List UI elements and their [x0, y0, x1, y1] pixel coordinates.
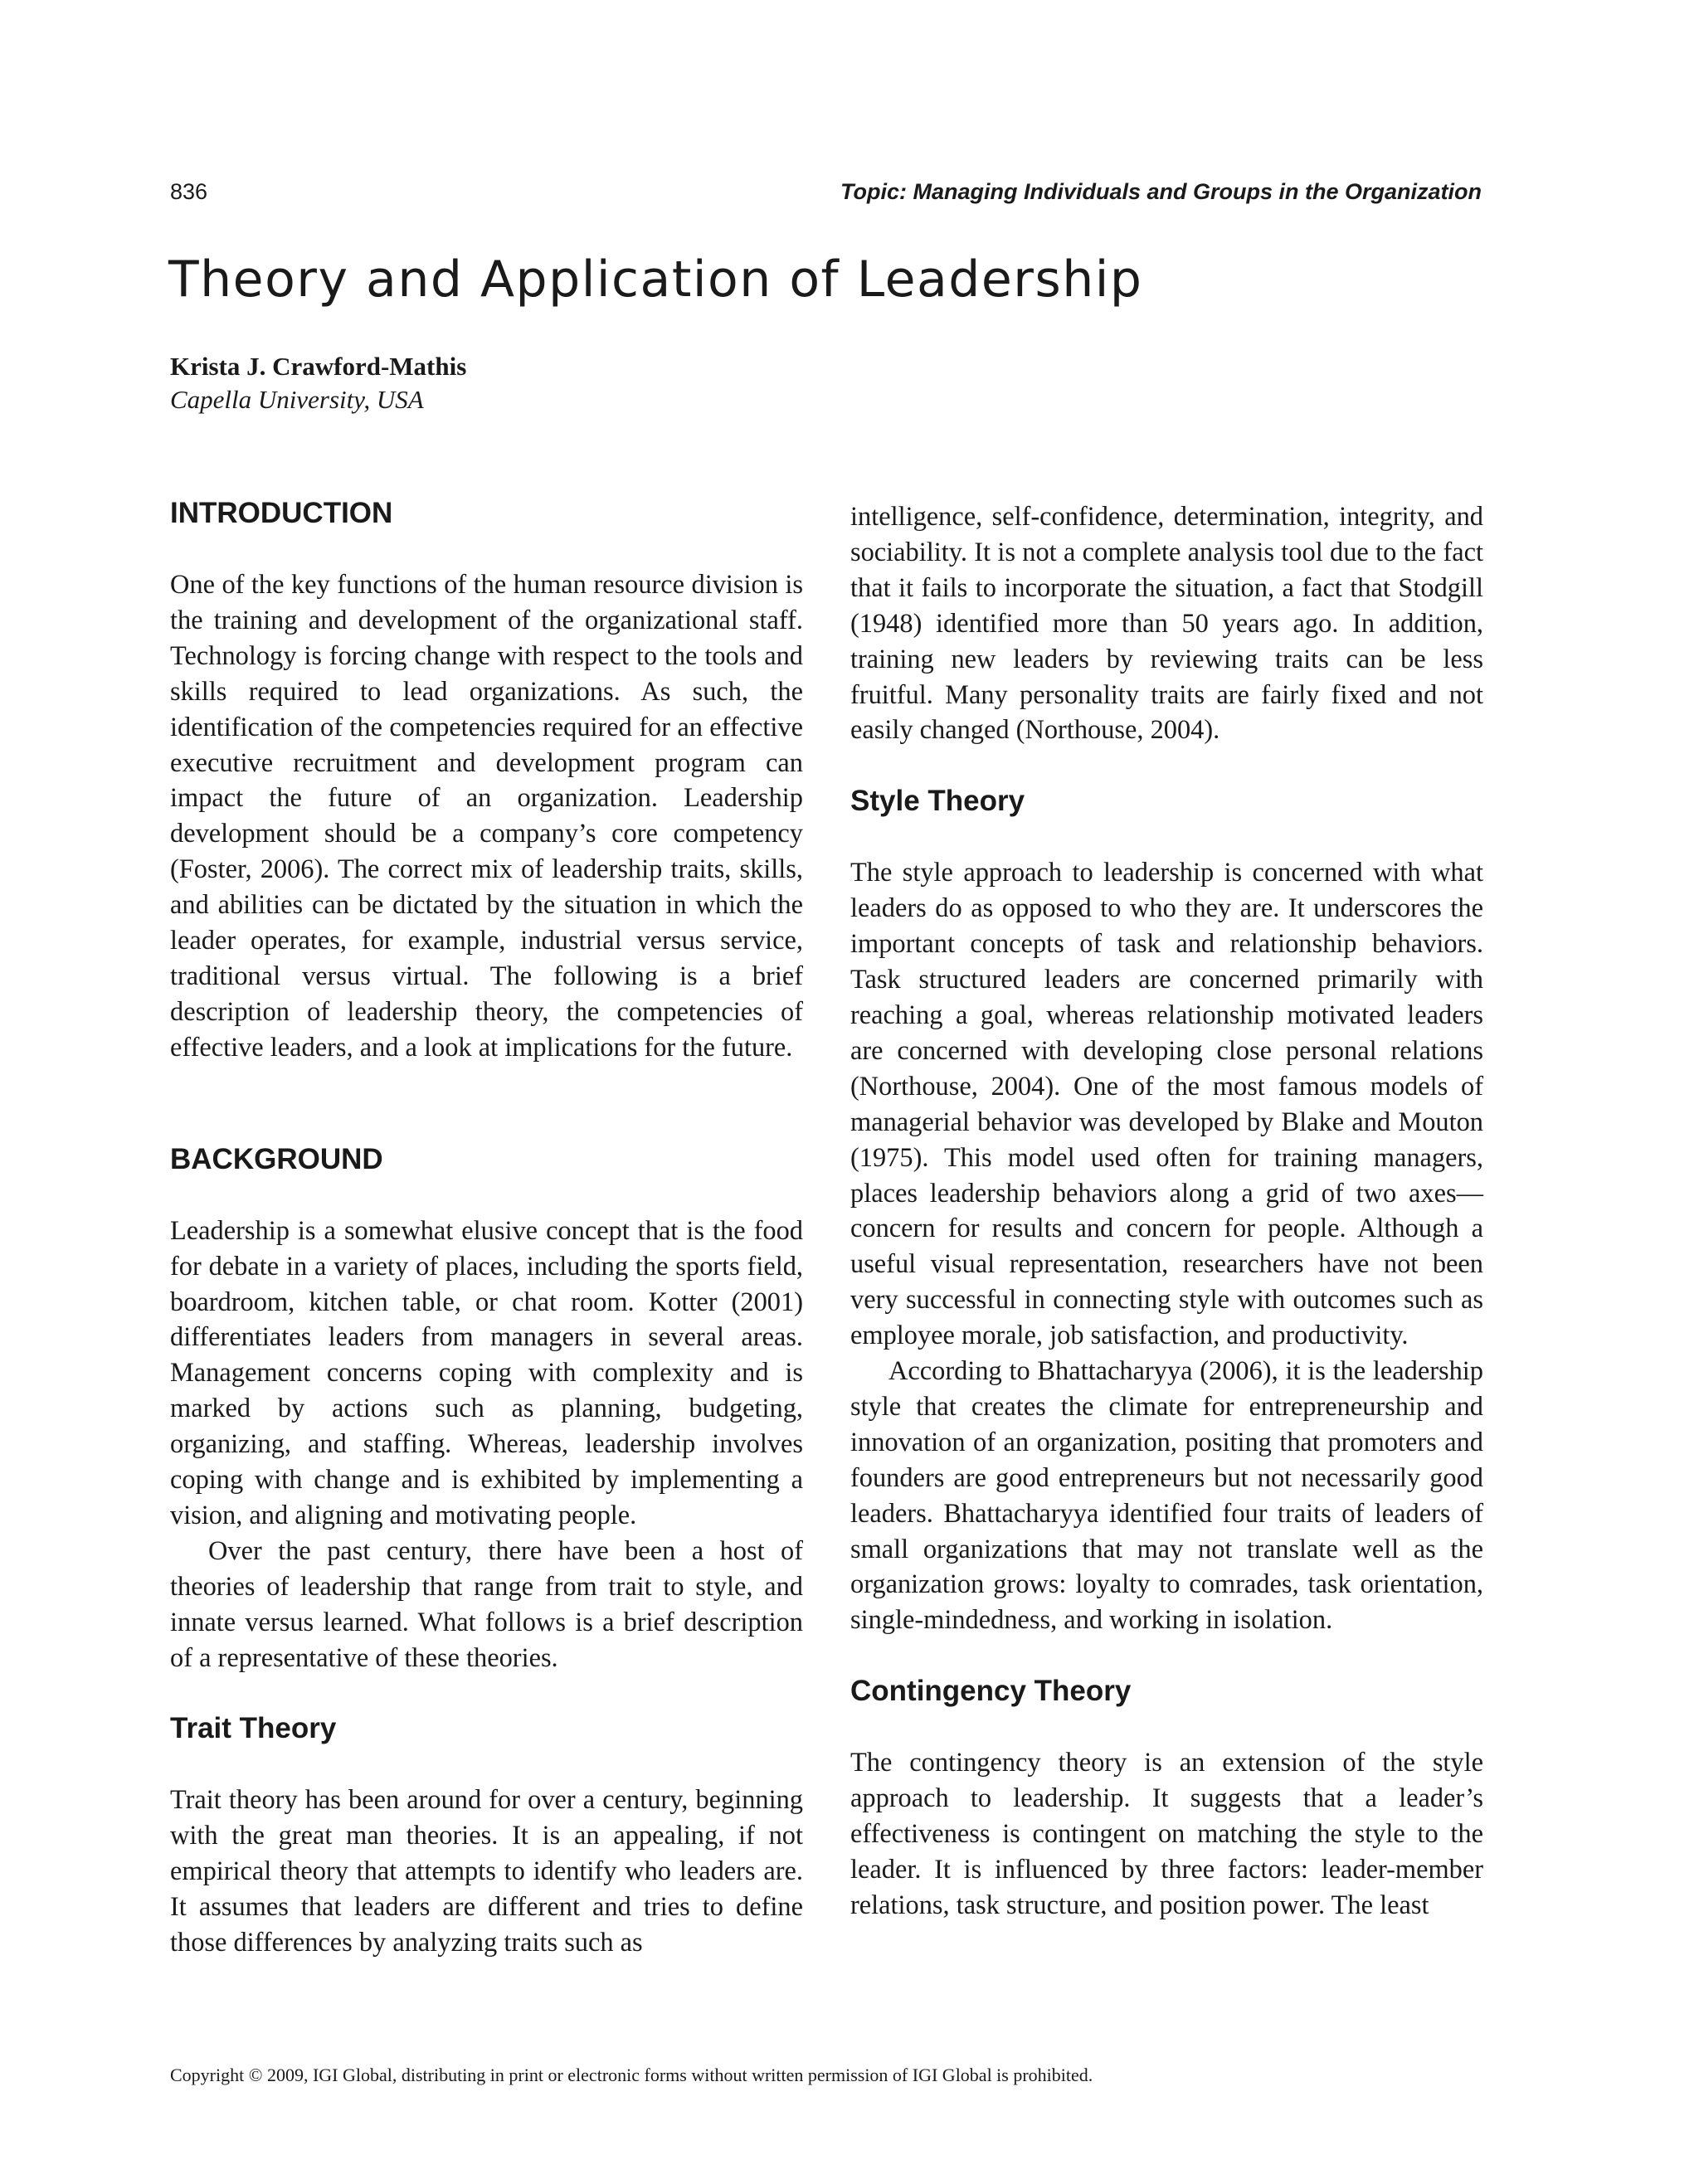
- background-paragraph-2: Over the past century, there have been a host of theories of leadership that range from trait to style, and innate versus learned. What follows is a brief description of a representative of these theories.: [170, 1535, 803, 1673]
- trait-theory-heading: Trait Theory: [170, 1712, 337, 1745]
- right-column: [850, 499, 1483, 1924]
- introduction-paragraph: One of the key functions of the human resource division is the training and development of the organizational staff. Technology is forcing change with respect to the tools and skills required to lead organizations. As such, the identification of the competencies required for an effective executive recruitment and development program can impact the future of an organization. Leadership development should be a company’s core competency (Foster, 2006). The correct mix of leadership traits, skills, and abilities can be dictated by the situation in which the leader operates, for example, industrial versus service, traditional versus virtual. The following is a brief description of leadership theory, the competencies of effective leaders, and a look at implications for the future.: [170, 570, 803, 1063]
- style-theory-paragraph-1: The style approach to leadership is concerned with what leaders do as opposed to who they are. It underscores the important concepts of task and relationship behaviors. Task structured leaders are concerned primarily with reaching a goal, whereas relationship motivated leaders are concerned with developing close personal relations (Northouse, 2004). One of the most famous models of managerial behavior was developed by Blake and Mouton (1975). This model used often for training managers, places leadership behaviors along a grid of two axes—concern for results and concern for people. Although a useful visual representation, researchers have not been very successful in connecting style with outcomes such as employee morale, job satisfaction, and productivity.: [850, 858, 1483, 1351]
- style-theory-heading: Style Theory: [850, 785, 1025, 818]
- author-affiliation: Capella University, USA: [170, 385, 424, 414]
- author-name: Krista J. Crawford-Mathis: [170, 352, 467, 381]
- trait-theory-continued-paragraph: intelligence, self-confidence, determination, integrity, and sociability. It is not a complete analysis tool due to the fact that it fails to incorporate the situation, a fact that Stodgill (1948) identified more than 50 years ago. In addition, training new leaders by reviewing traits can be less fruitful. Many personality traits are fairly fixed and not easily changed (Northouse, 2004).: [850, 502, 1483, 746]
- style-theory-paragraph-2: According to Bhattacharyya (2006), it is the leadership style that creates the climate for entrepreneurship and innovation of an organization, positing that promoters and founders are good entrepreneurs but not necessarily good leaders. Bhattacharyya identified four traits of leaders of small organizations that may not translate well as the organization grows: loyalty to comrades, task orientation, single-mindedness, and working in isolation.: [850, 1356, 1483, 1636]
- background-paragraph-1: Leadership is a somewhat elusive concept that is the food for debate in a variety of places, including the sports field, boardroom, kitchen table, or chat room. Kotter (2001) differentiates leaders from managers in several areas. Management concerns coping with complexity and is marked by actions such as planning, budgeting, organizing, and staffing. Whereas, leadership involves coping with change and is exhibited by implementing a vision, and aligning and motivating people.: [170, 1215, 803, 1530]
- running-header-topic: Topic: Managing Individuals and Groups in the Organization: [840, 179, 1482, 204]
- trait-theory-paragraph: Trait theory has been around for over a century, beginning with the great man theories. It is an appealing, if not empirical theory that attempts to identify who leaders are. It assumes that leaders are different and tries to define those differences by analyzing traits such as: [170, 1785, 803, 1958]
- article-title: Theory and Application of Leadership: [168, 251, 1143, 309]
- copyright-notice: Copyright © 2009, IGI Global, distributing in print or electronic forms without written permission of IGI Global is prohibited.: [170, 2065, 1093, 2085]
- introduction-heading: INTRODUCTION: [170, 497, 393, 529]
- contingency-theory-paragraph: The contingency theory is an extension of the style approach to leadership. It suggests that a leader’s effectiveness is contingent on matching the style to the leader. It is influenced by three factors: leader-member relations, task structure, and position power. The least: [850, 1748, 1483, 1920]
- left-column: [170, 496, 803, 1961]
- contingency-theory-heading: Contingency Theory: [850, 1675, 1132, 1708]
- background-heading: BACKGROUND: [170, 1142, 383, 1175]
- page-number: 836: [170, 179, 208, 204]
